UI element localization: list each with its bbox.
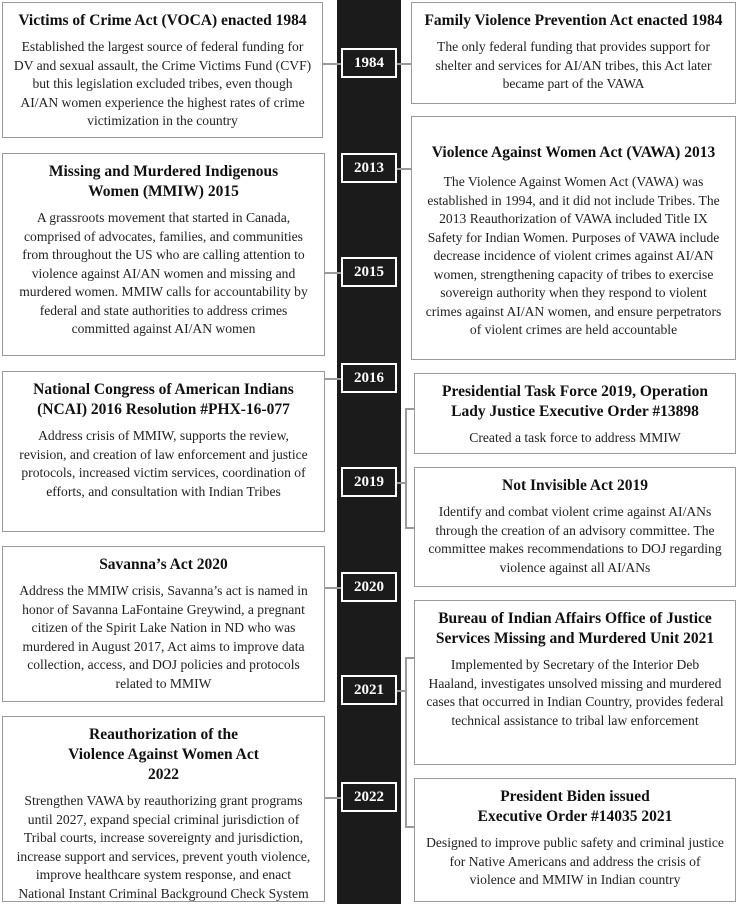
bracket-2019 (405, 408, 407, 528)
event-card-ncai (2, 371, 325, 532)
event-card-not-invisible (414, 467, 736, 587)
event-description: The only federal funding that provides support for shelter and services for AI/AN tribes, this Act later became part of the VAWA (435, 39, 712, 91)
connector-2016-left (324, 378, 341, 380)
event-card-voca (2, 2, 323, 138)
event-description: Designed to improve public safety and criminal justice for Native Americans and address the crisis of violence and MMIW in Indian country (426, 835, 724, 887)
connector-2019-top (405, 408, 414, 410)
connector-2021-top (405, 657, 414, 659)
connector-2019-bottom (405, 527, 414, 529)
year-marker-2020: 2020 (341, 572, 397, 602)
event-card-biden-eo (414, 778, 736, 902)
year-marker-2013: 2013 (341, 153, 397, 183)
event-description: Established the largest source of federal funding for DV and sexual assault, the Crime Victims Fund (CVF) but this legislation excluded tribes, even though AI/AN women experience the highest rates of crime victimization in the country (13, 39, 312, 128)
event-title: Victims of Crime Act (VOCA) enacted 1984 (18, 12, 307, 29)
event-title: Not Invisible Act 2019 (502, 477, 648, 494)
event-description: Identify and combat violent crime against AI/ANs through the creation of an advisory committee. The committee makes recommendations to DOJ regarding violence against all AI/ANs (428, 504, 722, 575)
event-title: Presidential Task Force 2019, Operation Lady Justice Executive Order #13898 (442, 383, 708, 420)
timeline-spine (337, 0, 401, 904)
event-title: Reauthorization of the Violence Against Women Act 2022 (68, 726, 259, 783)
event-card-bia (414, 600, 736, 765)
event-card-task-force (414, 373, 736, 454)
event-description: Implemented by Secretary of the Interior Deb Haaland, investigates unsolved missing and murdered cases that occurred in Indian Country, provides federal technical assistance to tribal law enforcement (426, 657, 724, 728)
event-title: Missing and Murdered Indigenous Women (MMIW) 2015 (48, 163, 279, 200)
event-card-vawa-2013 (411, 116, 736, 360)
event-description: A grassroots movement that started in Canada, comprised of advocates, families, and communities from throughout the US who are calling attention to violence against AI/AN women and missing and murdered women. MMIW calls for accountability by federal and state authorities to address crimes committed against AI/AN women (19, 210, 308, 336)
event-card-vawa-2022 (2, 716, 325, 902)
connector-1984-left (322, 63, 341, 65)
connector-2022-left (324, 797, 341, 799)
year-marker-2022: 2022 (341, 782, 397, 812)
connector-2015-left (324, 272, 341, 274)
event-description: Created a task force to address MMIW (469, 430, 681, 445)
event-title: Violence Against Women Act (VAWA) 2013 (431, 144, 716, 161)
event-description: Address the MMIW crisis, Savanna’s act is named in honor of Savanna LaFontaine Greywind, a pregnant citizen of the Spirit Lake Nation in ND who was murdered in August 2017, Act aims to improve data collection, access, and DOJ policies and protocols related to MMIW (19, 583, 308, 691)
connector-2020-left (324, 587, 341, 589)
connector-2013-right (397, 168, 411, 170)
event-description: The Violence Against Women Act (VAWA) was established in 1994, and it did not include Tribes. The 2013 Reauthorization of VAWA included Title IX Safety for Indian Women. Purposes of VAWA include decrease incidence of violent crimes against AI/AN women, strengthening capacity of tribes to exercise sovereign authority when they respond to violent crimes against AI/AN women, and ensure perpetrators of violent crimes are held accountable (425, 174, 722, 337)
connector-2021-right (397, 690, 406, 692)
event-title: Savanna’s Act 2020 (99, 556, 228, 573)
connector-2021-bottom (405, 826, 414, 828)
event-title: Bureau of Indian Affairs Office of Justice Services Missing and Murdered Unit 2021 (435, 610, 715, 647)
event-title: President Biden issued Executive Order #14035 2021 (477, 788, 673, 825)
year-marker-2021: 2021 (341, 675, 397, 705)
event-description: Strengthen VAWA by reauthorizing grant programs until 2027, expand special criminal jurisdiction of Tribal courts, increase sovereignty and jurisdiction, increase support and services, prevent youth violence, improve healthcare system response, and enact National Instant Criminal Background Check System (16, 793, 311, 901)
year-marker-2019: 2019 (341, 467, 397, 497)
year-marker-1984: 1984 (341, 48, 397, 78)
connector-1984-right (397, 63, 411, 65)
event-card-savanna (2, 546, 325, 702)
event-card-fvpa (411, 2, 736, 104)
event-card-mmiw (2, 153, 325, 356)
bracket-2021 (405, 657, 407, 827)
connector-2019-right (397, 482, 406, 484)
event-title: National Congress of American Indians (NCAI) 2016 Resolution #PHX-16-077 (33, 381, 294, 418)
year-marker-2015: 2015 (341, 257, 397, 287)
event-title: Family Violence Prevention Act enacted 1984 (424, 12, 723, 29)
event-description: Address crisis of MMIW, supports the review, revision, and creation of law enforcement and justice protocols, increased victim services, coordination of efforts, and consultation with Indian Tribes (19, 428, 308, 499)
year-marker-2016: 2016 (341, 363, 397, 393)
